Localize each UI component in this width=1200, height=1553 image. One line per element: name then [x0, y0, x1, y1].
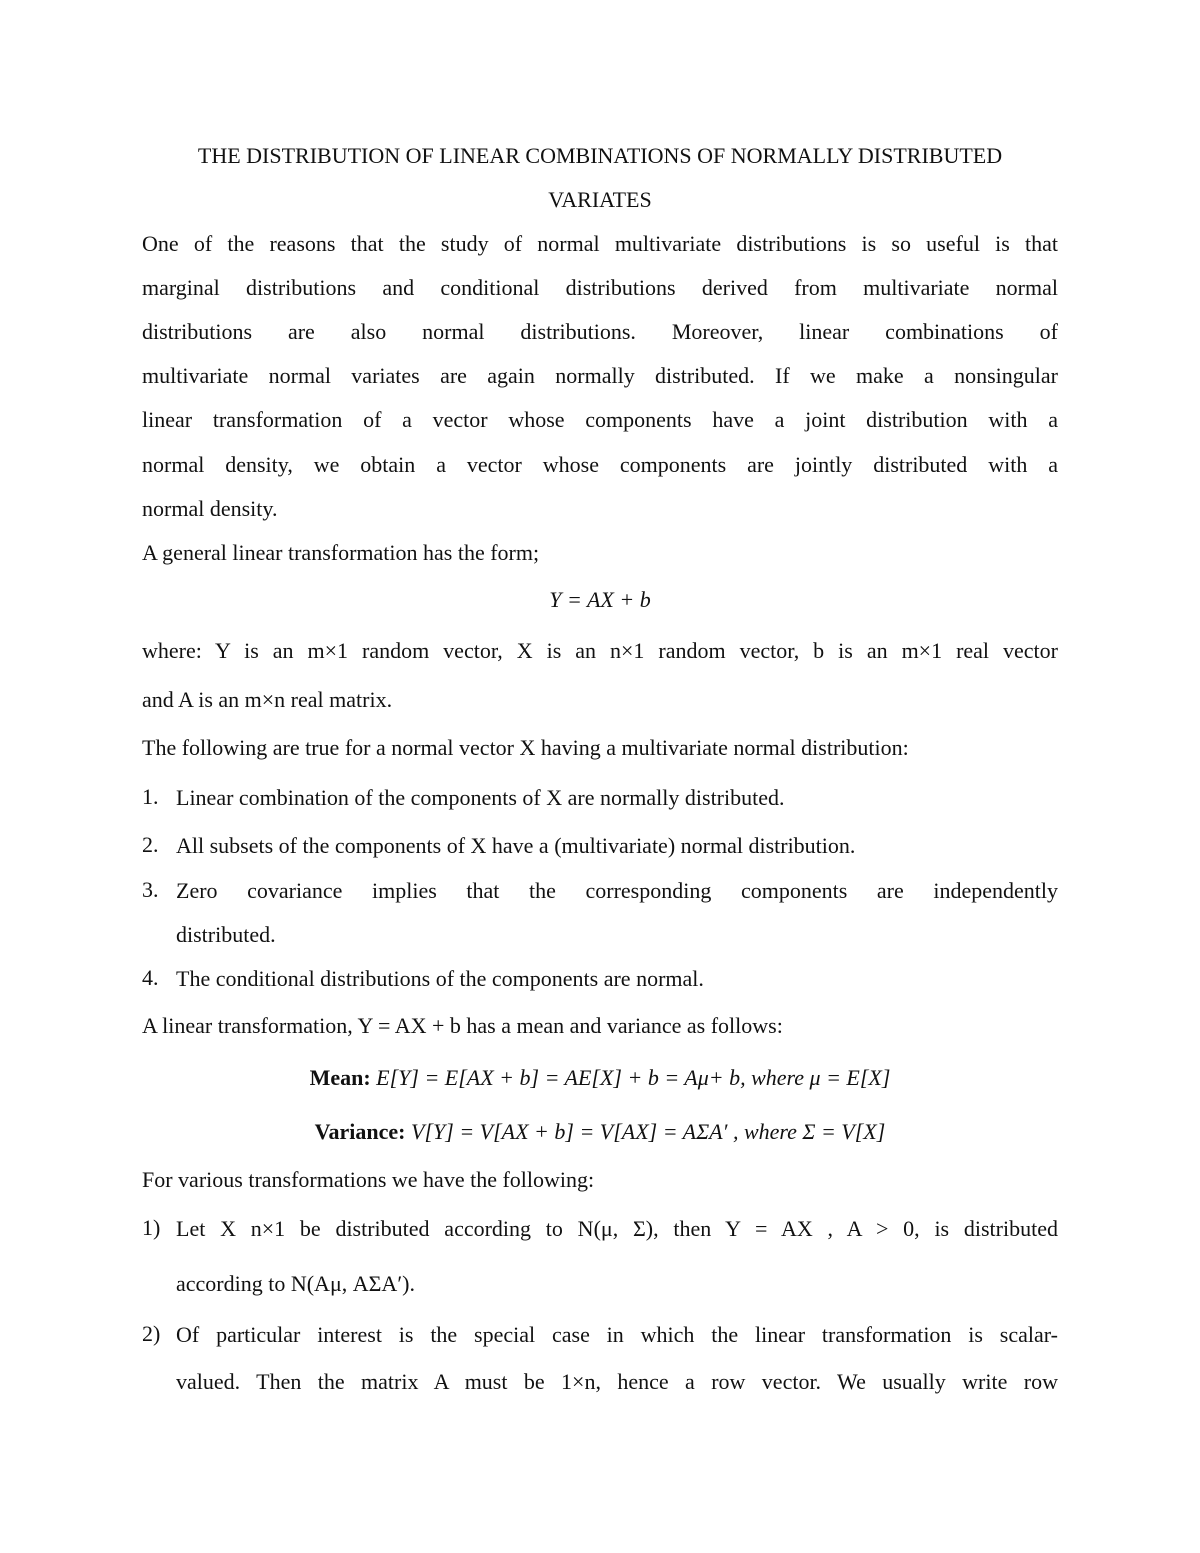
general-form-intro: A general linear transformation has the form;	[142, 540, 540, 565]
intro-line: distributions are also normal distributions. Moreover, linear combinations of	[142, 319, 1058, 344]
mean-variance-intro: A linear transformation, Y = AX + b has a mean and variance as follows:	[142, 1013, 783, 1038]
property-text: All subsets of the components of X have a (multivariate) normal distribution.	[176, 833, 856, 858]
intro-line: linear transformation of a vector whose components have a joint distribution with a	[142, 407, 1058, 432]
properties-intro: The following are true for a normal vector X having a multivariate normal distribution:	[142, 735, 909, 760]
intro-line: multivariate normal variates are again normally distributed. If we make a nonsingular	[142, 363, 1058, 388]
various-transformations-intro: For various transformations we have the following:	[142, 1167, 595, 1192]
property-text: Zero covariance implies that the corresponding components are independently	[176, 878, 1058, 903]
item-2-line-2: valued. Then the matrix A must be 1×n, hence a row vector. We usually write row	[176, 1369, 1058, 1394]
property-number: 4.	[142, 965, 159, 990]
item-number: 2)	[142, 1321, 161, 1346]
mean-label: Mean:	[309, 1065, 371, 1090]
variance-label: Variance:	[314, 1119, 406, 1144]
intro-line: marginal distributions and conditional distributions derived from multivariate normal	[142, 275, 1058, 300]
item-1-line-2: according to N(Aμ, AΣA′).	[176, 1271, 415, 1296]
mean-expression: E[Y] = E[AX + b] = AE[X] + b = Aμ+ b, where μ = E[X]	[376, 1065, 891, 1090]
where-line-1: where: Y is an m×1 random vector, X is an n×1 random vector, b is an m×1 real vector	[142, 638, 1058, 663]
property-number: 1.	[142, 784, 159, 809]
where-line-2: and A is an m×n real matrix.	[142, 687, 393, 712]
item-number: 1)	[142, 1215, 161, 1240]
property-number: 3.	[142, 877, 159, 902]
intro-line: One of the reasons that the study of normal multivariate distributions is so useful is that	[142, 231, 1058, 256]
title-line-1: THE DISTRIBUTION OF LINEAR COMBINATIONS OF NORMALLY DISTRIBUTED	[197, 143, 1003, 168]
item-1-line-1: Let X n×1 be distributed according to N(μ, Σ), then Y = AX , A > 0, is distributed	[176, 1216, 1058, 1241]
variance-equation	[142, 1118, 1058, 1146]
property-text: Linear combination of the components of X are normally distributed.	[176, 785, 785, 810]
variance-expression: V[Y] = V[AX + b] = V[AX] = AΣA′ , where Σ = V[X]	[411, 1119, 886, 1144]
title-line-2: VARIATES	[548, 187, 652, 212]
item-2-line-1: Of particular interest is the special case in which the linear transformation is scalar-	[176, 1322, 1058, 1347]
property-text: The conditional distributions of the components are normal.	[176, 966, 704, 991]
intro-line: normal density, we obtain a vector whose components are jointly distributed with a	[142, 452, 1058, 477]
intro-line: normal density.	[142, 496, 278, 521]
mean-equation	[142, 1064, 1058, 1092]
equation-linear-transform: Y = AX + b	[549, 587, 651, 612]
property-number: 2.	[142, 832, 159, 857]
property-text-continued: distributed.	[176, 922, 276, 947]
